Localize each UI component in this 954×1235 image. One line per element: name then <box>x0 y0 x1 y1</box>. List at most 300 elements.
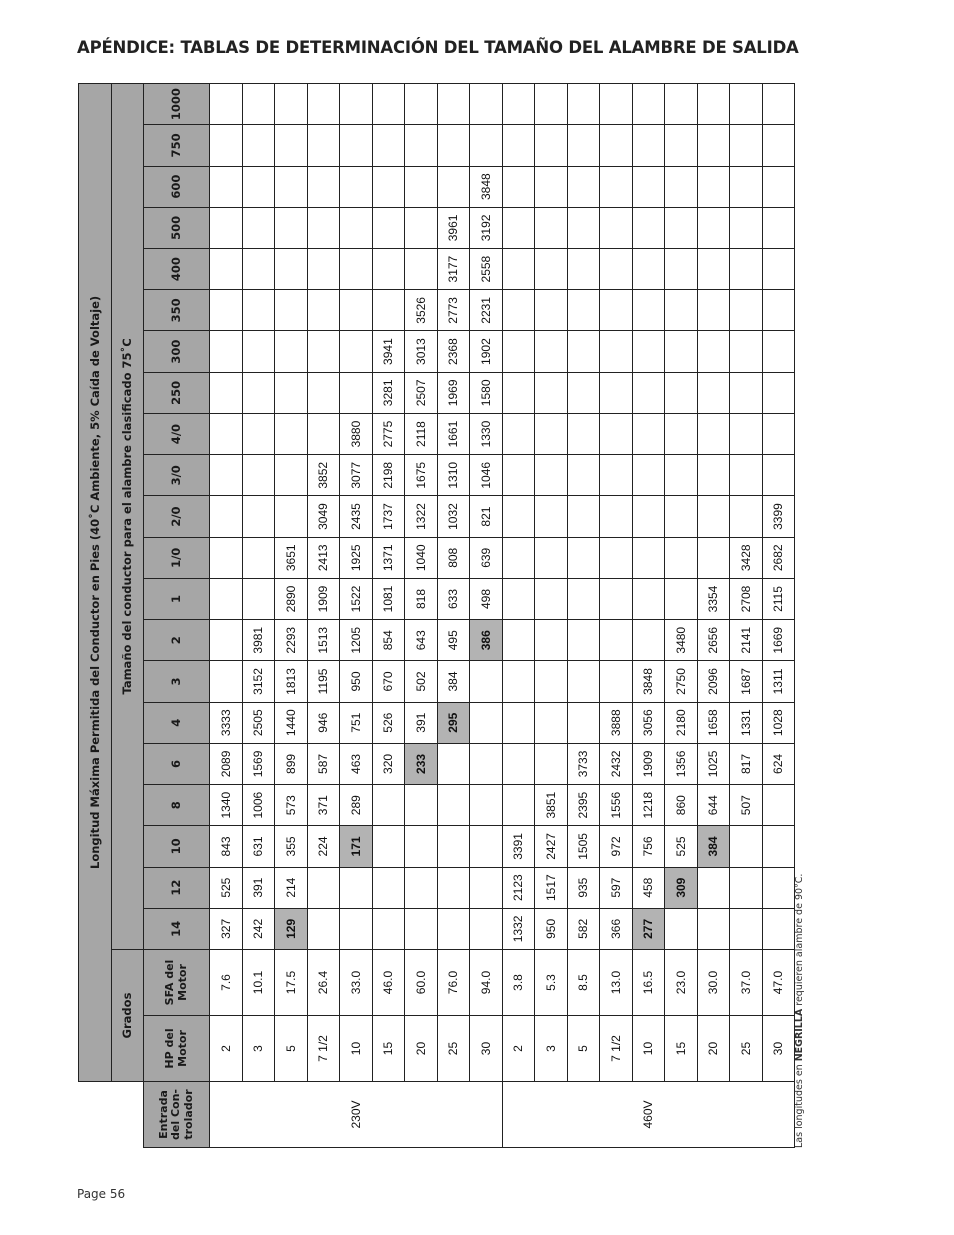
length-cell <box>762 413 795 454</box>
length-cell <box>210 496 243 537</box>
length-cell <box>307 413 340 454</box>
size-header-cell: 3 <box>144 661 210 702</box>
length-cell <box>632 290 665 331</box>
length-cell <box>535 372 568 413</box>
length-cell: 3880 <box>340 413 373 454</box>
length-cell <box>437 125 470 166</box>
length-cell: 1028 <box>762 702 795 743</box>
footnote-prefix: Las longitudes en <box>794 1061 805 1148</box>
table-row <box>242 83 275 1147</box>
length-cell <box>665 290 698 331</box>
blank-corner-mid <box>111 1082 144 1148</box>
length-cell <box>632 207 665 248</box>
length-cell <box>730 249 763 290</box>
length-cell <box>502 331 535 372</box>
length-cell: 3733 <box>567 743 600 784</box>
length-cell <box>762 785 795 826</box>
length-cell: 384 <box>697 826 730 867</box>
hp-cell: 2 <box>210 1016 243 1082</box>
size-header-cell: 400 <box>144 249 210 290</box>
length-cell <box>502 578 535 619</box>
length-cell <box>600 496 633 537</box>
length-cell <box>535 661 568 702</box>
size-header-cell: 4/0 <box>144 413 210 454</box>
table-row <box>372 83 405 1147</box>
length-cell <box>210 166 243 207</box>
length-cell <box>535 743 568 784</box>
length-cell <box>242 537 275 578</box>
length-cell <box>405 207 438 248</box>
length-cell <box>340 908 373 949</box>
table-row <box>405 83 438 1147</box>
table-row <box>340 83 373 1147</box>
length-cell <box>567 496 600 537</box>
length-cell: 1909 <box>307 578 340 619</box>
length-cell <box>730 908 763 949</box>
hp-cell: 25 <box>730 1016 763 1082</box>
length-cell <box>600 331 633 372</box>
hp-cell: 10 <box>632 1016 665 1082</box>
table-row <box>632 83 665 1147</box>
length-cell: 2427 <box>535 826 568 867</box>
length-cell <box>567 455 600 496</box>
wire-size-table <box>78 83 795 1148</box>
table-row <box>567 83 600 1147</box>
length-cell <box>567 83 600 124</box>
length-cell: 1371 <box>372 537 405 578</box>
length-cell <box>762 249 795 290</box>
length-cell: 573 <box>275 785 308 826</box>
length-cell <box>697 207 730 248</box>
length-cell <box>437 908 470 949</box>
length-cell <box>275 496 308 537</box>
length-cell <box>632 125 665 166</box>
sfa-cell: 37.0 <box>730 950 763 1016</box>
length-cell: 3399 <box>762 496 795 537</box>
sfa-cell: 94.0 <box>470 950 503 1016</box>
length-cell: 507 <box>730 785 763 826</box>
length-cell <box>470 785 503 826</box>
length-cell <box>567 290 600 331</box>
table-row <box>535 83 568 1147</box>
length-cell: 525 <box>210 867 243 908</box>
length-cell <box>502 166 535 207</box>
length-cell <box>210 125 243 166</box>
length-cell <box>502 496 535 537</box>
length-cell: 818 <box>405 578 438 619</box>
length-cell <box>600 537 633 578</box>
length-cell <box>340 207 373 248</box>
length-cell <box>275 290 308 331</box>
length-cell: 1332 <box>502 908 535 949</box>
length-cell <box>372 249 405 290</box>
length-cell <box>502 620 535 661</box>
length-cell <box>632 455 665 496</box>
length-cell <box>242 372 275 413</box>
length-cell: 1556 <box>600 785 633 826</box>
sfa-cell: 60.0 <box>405 950 438 1016</box>
length-cell <box>405 166 438 207</box>
length-cell: 1925 <box>340 537 373 578</box>
grados-header: Grados <box>111 950 144 1082</box>
length-cell: 289 <box>340 785 373 826</box>
length-cell <box>210 537 243 578</box>
length-cell: 644 <box>697 785 730 826</box>
length-cell <box>340 83 373 124</box>
length-cell: 843 <box>210 826 243 867</box>
length-cell: 2180 <box>665 702 698 743</box>
length-cell <box>210 290 243 331</box>
length-cell <box>535 83 568 124</box>
sfa-header: SFA del Motor <box>144 950 210 1016</box>
length-cell <box>665 413 698 454</box>
length-cell: 2293 <box>275 620 308 661</box>
length-cell: 2089 <box>210 743 243 784</box>
hp-cell: 15 <box>372 1016 405 1082</box>
length-cell <box>502 785 535 826</box>
length-cell <box>697 166 730 207</box>
length-cell: 3981 <box>242 620 275 661</box>
length-cell: 386 <box>470 620 503 661</box>
length-cell <box>697 83 730 124</box>
length-cell <box>242 166 275 207</box>
length-cell: 582 <box>567 908 600 949</box>
length-cell <box>535 455 568 496</box>
length-cell: 808 <box>437 537 470 578</box>
length-cell <box>405 826 438 867</box>
length-cell: 1522 <box>340 578 373 619</box>
size-header-cell: 1/0 <box>144 537 210 578</box>
length-cell <box>307 125 340 166</box>
length-cell <box>535 496 568 537</box>
length-cell: 1356 <box>665 743 698 784</box>
length-cell: 3333 <box>210 702 243 743</box>
length-cell <box>502 537 535 578</box>
size-header-cell: 2/0 <box>144 496 210 537</box>
length-cell: 1517 <box>535 867 568 908</box>
sfa-cell: 7.6 <box>210 950 243 1016</box>
length-cell <box>437 743 470 784</box>
length-cell: 2368 <box>437 331 470 372</box>
length-cell <box>697 867 730 908</box>
table-row <box>502 83 535 1147</box>
length-cell <box>567 661 600 702</box>
length-cell <box>665 537 698 578</box>
length-cell: 639 <box>470 537 503 578</box>
length-cell <box>372 290 405 331</box>
length-cell <box>437 83 470 124</box>
length-cell <box>307 249 340 290</box>
length-cell <box>665 372 698 413</box>
length-cell: 498 <box>470 578 503 619</box>
length-cell <box>697 125 730 166</box>
length-cell <box>405 249 438 290</box>
length-cell <box>730 826 763 867</box>
length-cell: 3941 <box>372 331 405 372</box>
length-cell <box>730 413 763 454</box>
length-cell <box>275 249 308 290</box>
length-cell: 1218 <box>632 785 665 826</box>
length-cell <box>762 290 795 331</box>
table-row <box>697 83 730 1147</box>
length-cell <box>307 83 340 124</box>
length-cell <box>762 372 795 413</box>
length-cell: 2750 <box>665 661 698 702</box>
length-cell: 1040 <box>405 537 438 578</box>
length-cell <box>437 166 470 207</box>
length-cell <box>567 125 600 166</box>
length-cell <box>275 413 308 454</box>
length-cell: 2432 <box>600 743 633 784</box>
length-cell: 1902 <box>470 331 503 372</box>
size-header-cell: 1000 <box>144 83 210 124</box>
length-cell <box>242 496 275 537</box>
sfa-cell: 10.1 <box>242 950 275 1016</box>
length-cell: 1669 <box>762 620 795 661</box>
table-row <box>470 83 503 1147</box>
size-header-cell: 6 <box>144 743 210 784</box>
length-cell <box>307 908 340 949</box>
length-cell: 2198 <box>372 455 405 496</box>
length-cell: 502 <box>405 661 438 702</box>
length-cell <box>762 83 795 124</box>
length-cell <box>405 83 438 124</box>
length-cell <box>600 413 633 454</box>
size-header-cell: 750 <box>144 125 210 166</box>
hp-cell: 20 <box>405 1016 438 1082</box>
length-cell <box>730 496 763 537</box>
length-cell <box>567 578 600 619</box>
size-header-cell: 4 <box>144 702 210 743</box>
length-cell <box>567 372 600 413</box>
length-cell: 670 <box>372 661 405 702</box>
length-cell: 3049 <box>307 496 340 537</box>
table-row <box>437 83 470 1147</box>
length-cell <box>567 207 600 248</box>
length-cell <box>697 249 730 290</box>
length-cell: 224 <box>307 826 340 867</box>
length-cell <box>535 125 568 166</box>
length-cell <box>665 496 698 537</box>
hp-cell: 3 <box>242 1016 275 1082</box>
sfa-cell: 23.0 <box>665 950 698 1016</box>
length-cell <box>275 455 308 496</box>
length-cell <box>242 331 275 372</box>
length-cell: 3526 <box>405 290 438 331</box>
length-cell <box>632 620 665 661</box>
length-cell <box>307 867 340 908</box>
length-cell <box>372 826 405 867</box>
length-cell <box>632 249 665 290</box>
length-cell: 854 <box>372 620 405 661</box>
length-cell: 1969 <box>437 372 470 413</box>
length-cell <box>600 207 633 248</box>
length-cell <box>600 249 633 290</box>
length-cell <box>470 867 503 908</box>
length-cell: 233 <box>405 743 438 784</box>
length-cell: 633 <box>437 578 470 619</box>
length-cell <box>535 578 568 619</box>
length-cell <box>405 867 438 908</box>
length-cell <box>697 372 730 413</box>
size-header-cell: 12 <box>144 867 210 908</box>
length-cell <box>210 207 243 248</box>
length-cell <box>535 537 568 578</box>
length-cell <box>275 331 308 372</box>
length-cell: 2231 <box>470 290 503 331</box>
length-cell: 463 <box>340 743 373 784</box>
length-cell <box>275 166 308 207</box>
length-cell <box>632 166 665 207</box>
length-cell: 526 <box>372 702 405 743</box>
length-cell <box>470 908 503 949</box>
length-cell: 495 <box>437 620 470 661</box>
length-cell <box>632 413 665 454</box>
hp-cell: 30 <box>470 1016 503 1082</box>
length-cell: 2096 <box>697 661 730 702</box>
length-cell <box>242 455 275 496</box>
length-cell: 2435 <box>340 496 373 537</box>
table-row <box>210 83 243 1147</box>
length-cell <box>665 249 698 290</box>
length-cell <box>665 455 698 496</box>
length-cell: 597 <box>600 867 633 908</box>
length-cell <box>210 620 243 661</box>
length-cell <box>405 908 438 949</box>
length-cell: 242 <box>242 908 275 949</box>
length-cell <box>697 413 730 454</box>
length-cell <box>242 249 275 290</box>
hp-header: HP del Motor <box>144 1016 210 1082</box>
sfa-cell: 33.0 <box>340 950 373 1016</box>
length-cell: 1311 <box>762 661 795 702</box>
length-cell: 3848 <box>632 661 665 702</box>
table-body <box>210 83 795 1147</box>
length-cell: 1440 <box>275 702 308 743</box>
length-cell <box>730 867 763 908</box>
hp-cell: 15 <box>665 1016 698 1082</box>
length-cell <box>697 496 730 537</box>
length-cell: 946 <box>307 702 340 743</box>
length-cell <box>730 372 763 413</box>
table-row <box>730 83 763 1147</box>
length-cell <box>535 207 568 248</box>
length-cell <box>697 331 730 372</box>
length-cell: 3077 <box>340 455 373 496</box>
length-cell: 371 <box>307 785 340 826</box>
length-cell <box>275 125 308 166</box>
length-cell <box>372 166 405 207</box>
length-cell: 1032 <box>437 496 470 537</box>
length-cell <box>632 578 665 619</box>
table-row <box>307 83 340 1147</box>
length-cell: 2775 <box>372 413 405 454</box>
length-cell <box>502 743 535 784</box>
length-cell <box>730 331 763 372</box>
length-cell: 3177 <box>437 249 470 290</box>
length-cell: 2115 <box>762 578 795 619</box>
length-cell <box>502 413 535 454</box>
length-cell <box>275 83 308 124</box>
length-cell <box>567 166 600 207</box>
length-cell <box>665 578 698 619</box>
length-cell <box>372 867 405 908</box>
length-cell: 3152 <box>242 661 275 702</box>
length-cell <box>242 413 275 454</box>
length-cell: 3851 <box>535 785 568 826</box>
main-header: Longitud Máxima Permitida del Conductor en Pies (40˚C Ambiente, 5% Caída de Voltaje) <box>79 83 112 1081</box>
length-cell: 3888 <box>600 702 633 743</box>
sfa-cell: 26.4 <box>307 950 340 1016</box>
voltage-cell: 230V <box>210 1082 503 1148</box>
hp-cell: 10 <box>340 1016 373 1082</box>
length-cell <box>242 125 275 166</box>
length-cell: 950 <box>535 908 568 949</box>
length-cell <box>665 908 698 949</box>
length-cell <box>210 249 243 290</box>
length-cell <box>762 455 795 496</box>
length-cell: 2890 <box>275 578 308 619</box>
length-cell: 1569 <box>242 743 275 784</box>
hp-cell: 7 1/2 <box>307 1016 340 1082</box>
length-cell <box>567 249 600 290</box>
length-cell: 295 <box>437 702 470 743</box>
length-cell <box>665 125 698 166</box>
length-cell <box>665 331 698 372</box>
length-cell: 391 <box>242 867 275 908</box>
length-cell: 587 <box>307 743 340 784</box>
length-cell <box>535 413 568 454</box>
length-cell: 366 <box>600 908 633 949</box>
length-cell <box>307 331 340 372</box>
length-cell <box>535 702 568 743</box>
length-cell: 935 <box>567 867 600 908</box>
length-cell <box>600 83 633 124</box>
length-cell: 2118 <box>405 413 438 454</box>
length-cell: 3391 <box>502 826 535 867</box>
length-cell <box>600 620 633 661</box>
length-cell <box>242 83 275 124</box>
length-cell <box>762 125 795 166</box>
length-cell: 1675 <box>405 455 438 496</box>
length-cell: 1331 <box>730 702 763 743</box>
size-header-cell: 300 <box>144 331 210 372</box>
sfa-cell: 30.0 <box>697 950 730 1016</box>
length-cell: 2708 <box>730 578 763 619</box>
hp-cell: 20 <box>697 1016 730 1082</box>
table-row <box>600 83 633 1147</box>
length-cell <box>307 290 340 331</box>
length-cell: 3428 <box>730 537 763 578</box>
hp-cell: 7 1/2 <box>600 1016 633 1082</box>
length-cell <box>535 331 568 372</box>
length-cell <box>275 372 308 413</box>
length-cell: 1205 <box>340 620 373 661</box>
length-cell <box>437 826 470 867</box>
length-cell <box>632 331 665 372</box>
length-cell: 624 <box>762 743 795 784</box>
length-cell: 860 <box>665 785 698 826</box>
length-cell <box>697 908 730 949</box>
sfa-cell: 46.0 <box>372 950 405 1016</box>
length-cell <box>372 785 405 826</box>
size-header-cell: 1 <box>144 578 210 619</box>
length-cell <box>730 290 763 331</box>
length-cell: 2656 <box>697 620 730 661</box>
length-cell <box>502 372 535 413</box>
sfa-cell: 13.0 <box>600 950 633 1016</box>
length-cell: 1046 <box>470 455 503 496</box>
